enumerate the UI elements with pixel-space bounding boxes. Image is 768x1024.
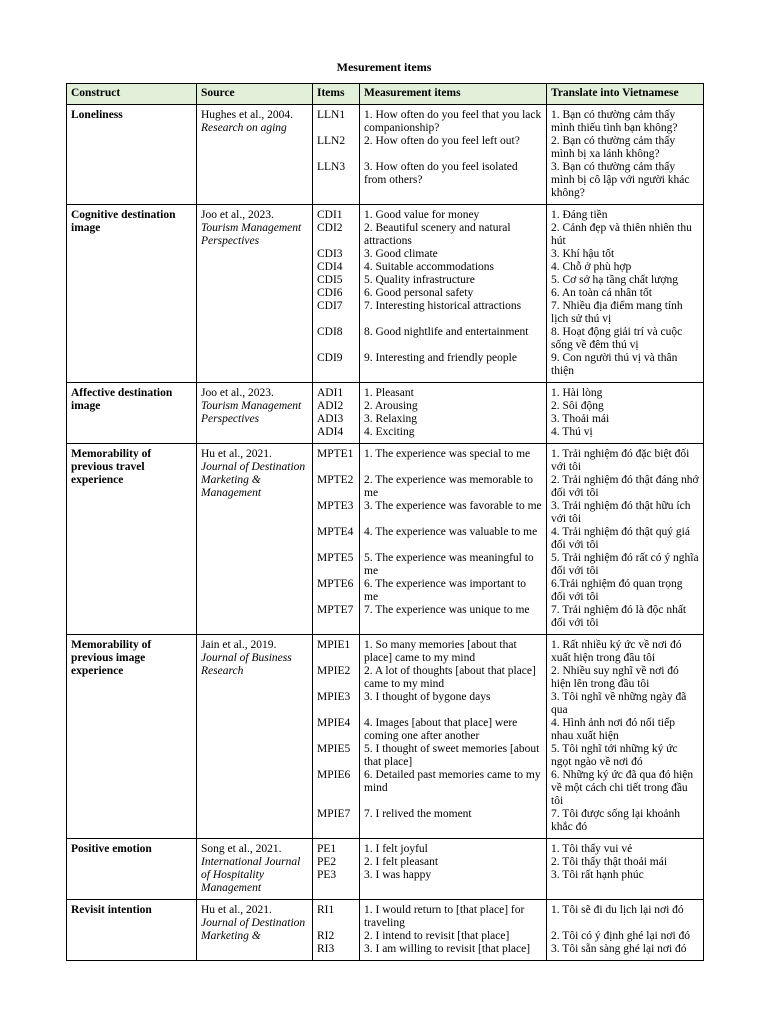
translation-cell — [547, 105, 704, 205]
item-code: CDI8 — [317, 326, 343, 338]
header-source: Source — [197, 84, 313, 105]
item-code: MPIE2 — [317, 665, 351, 677]
measurement-items-cell — [360, 105, 547, 205]
item-code: MPTE7 — [317, 604, 354, 616]
source-cell — [197, 205, 313, 383]
measurement-item: 6. The experience was important to me — [364, 578, 529, 603]
measurement-item: 5. Quality infrastructure — [364, 274, 475, 286]
translation-item: 4. Chỗ ở phù hợp — [551, 261, 632, 273]
translation-item: 7. Trải nghiệm đó là độc nhất đối với tôi — [551, 604, 689, 629]
measurement-item: 8. Good nightlife and entertainment — [364, 326, 529, 338]
item-codes-cell — [313, 383, 360, 444]
translation-item: 6. An toàn cá nhân tốt — [551, 287, 652, 299]
translation-item: 2. Sôi động — [551, 400, 604, 412]
measurement-item: 7. The experience was unique to me — [364, 604, 530, 616]
translation-item: 6.Trải nghiệm đó quan trọng đối với tôi — [551, 578, 686, 603]
translation-item: 3. Tôi rất hạnh phúc — [551, 869, 644, 881]
measurement-item: 1. Pleasant — [364, 387, 414, 399]
measurement-item: 3. Relaxing — [364, 413, 418, 425]
measurement-item: 1. Good value for money — [364, 209, 480, 221]
table-row — [67, 205, 704, 383]
translation-item: 9. Con người thú vị và thân thiện — [551, 352, 681, 377]
table-row — [67, 444, 704, 635]
measurement-item: 5. The experience was meaningful to me — [364, 552, 537, 577]
measurement-item: 3. The experience was favorable to me — [364, 500, 542, 512]
item-code: CDI3 — [317, 248, 343, 260]
table-row — [67, 635, 704, 839]
measurement-item: 1. So many memories [about that place] came to my mind — [364, 639, 520, 664]
translation-item: 3. Trải nghiệm đó thật hữu ích với tôi — [551, 500, 694, 525]
measurement-item: 1. I would return to [that place] for traveling — [364, 904, 528, 929]
measurement-items-cell — [360, 635, 547, 839]
translation-item: 1. Tôi thấy vui vẻ — [551, 843, 633, 855]
translation-item: 3. Tôi nghĩ về những ngày đã qua — [551, 691, 690, 716]
table-header-row — [67, 84, 704, 105]
source-cell — [197, 839, 313, 900]
item-code: CDI9 — [317, 352, 343, 364]
source-authors: Hughes et al., 2004. — [201, 109, 293, 121]
item-codes-cell — [313, 205, 360, 383]
translation-item: 7. Tôi được sống lại khoảnh khắc đó — [551, 808, 683, 833]
item-codes-cell — [313, 635, 360, 839]
translation-cell — [547, 444, 704, 635]
measurement-items-cell — [360, 839, 547, 900]
translation-item: 3. Tôi sẵn sàng ghé lại nơi đó — [551, 943, 687, 955]
item-codes-cell — [313, 105, 360, 205]
item-code: CDI2 — [317, 222, 343, 234]
source-cell — [197, 105, 313, 205]
item-code: MPTE5 — [317, 552, 354, 564]
item-code: MPTE1 — [317, 448, 354, 460]
translation-item: 6. Những ký ức đã qua đó hiện về một cách chi tiết trong đầu tôi — [551, 769, 697, 807]
item-code: PE1 — [317, 843, 337, 855]
measurement-item: 2. I felt pleasant — [364, 856, 439, 868]
translation-item: 8. Hoạt động giải trí và cuộc sống về đêm thú vị — [551, 326, 686, 351]
measurement-item: 7. I relived the moment — [364, 808, 472, 820]
translation-item: 1. Hài lòng — [551, 387, 603, 399]
measurement-item: 2. How often do you feel left out? — [364, 135, 520, 147]
measurement-item: 3. I was happy — [364, 869, 432, 881]
translation-item: 2. Trải nghiệm đó thật đáng nhớ đối với tôi — [551, 474, 702, 499]
translation-item: 1. Bạn có thường cảm thấy mình thiếu tình bạn không? — [551, 109, 678, 134]
item-code: MPIE4 — [317, 717, 351, 729]
item-code: CDI5 — [317, 274, 343, 286]
translation-cell — [547, 839, 704, 900]
item-code: LLN1 — [317, 109, 346, 121]
source-authors: Jain et al., 2019. — [201, 639, 277, 651]
item-code: RI2 — [317, 930, 335, 942]
translation-item: 2. Bạn có thường cảm thấy mình bị xa lánh không? — [551, 135, 678, 160]
item-code: MPIE6 — [317, 769, 351, 781]
source-authors: Song et al., 2021. — [201, 843, 282, 855]
measurement-item: 2. Beautiful scenery and natural attractions — [364, 222, 514, 247]
measurement-item: 4. The experience was valuable to me — [364, 526, 538, 538]
construct-cell: Cognitive destination image — [67, 205, 197, 383]
construct-cell: Positive emotion — [67, 839, 197, 900]
item-code: CDI4 — [317, 261, 343, 273]
measurement-item: 2. The experience was memorable to me — [364, 474, 536, 499]
translation-cell — [547, 900, 704, 961]
item-code: PE2 — [317, 856, 337, 868]
construct-cell: Memorability of previous image experience — [67, 635, 197, 839]
translation-item: 4. Trải nghiệm đó thật quý giá đối với tôi — [551, 526, 693, 551]
translation-item: 4. Thú vị — [551, 426, 593, 438]
item-code: LLN2 — [317, 135, 346, 147]
measurement-items-cell — [360, 900, 547, 961]
measurement-item: 5. I thought of sweet memories [about that place] — [364, 743, 543, 768]
header-vietnamese: Translate into Vietnamese — [547, 84, 704, 105]
header-construct: Construct — [67, 84, 197, 105]
measurement-item: 4. Exciting — [364, 426, 415, 438]
item-code: MPIE3 — [317, 691, 351, 703]
measurement-item: 6. Good personal safety — [364, 287, 474, 299]
measurement-item: 3. I am willing to revisit [that place] — [364, 943, 531, 955]
translation-cell — [547, 205, 704, 383]
item-code: MPIE7 — [317, 808, 351, 820]
item-code: MPTE6 — [317, 578, 354, 590]
measurement-item: 4. Images [about that place] were coming one after another — [364, 717, 521, 742]
table-row — [67, 105, 704, 205]
source-authors: Joo et al., 2023. — [201, 209, 274, 221]
item-code: ADI3 — [317, 413, 344, 425]
measurement-item: 2. A lot of thoughts [about that place] came to my mind — [364, 665, 539, 690]
translation-item: 2. Cảnh đẹp và thiên nhiên thu hút — [551, 222, 695, 247]
table-row — [67, 839, 704, 900]
translation-item: 5. Trải nghiệm đó rất có ý nghĩa đối với tôi — [551, 552, 702, 577]
measurement-item: 3. How often do you feel isolated from others? — [364, 161, 521, 186]
item-code: PE3 — [317, 869, 337, 881]
measurement-table — [66, 83, 704, 961]
source-authors: Joo et al., 2023. — [201, 387, 274, 399]
translation-item: 2. Tôi thấy thật thoải mái — [551, 856, 668, 868]
translation-item: 1. Đáng tiền — [551, 209, 608, 221]
measurement-item: 1. How often do you feel that you lack companionship? — [364, 109, 545, 134]
measurement-item: 3. Good climate — [364, 248, 438, 260]
item-code: CDI6 — [317, 287, 343, 299]
source-journal: Tourism Management Perspectives — [201, 222, 302, 247]
item-code: LLN3 — [317, 161, 346, 173]
measurement-item: 2. I intend to revisit [that place] — [364, 930, 510, 942]
item-code: ADI4 — [317, 426, 344, 438]
source-cell — [197, 444, 313, 635]
translation-cell — [547, 635, 704, 839]
table-row — [67, 383, 704, 444]
source-cell — [197, 383, 313, 444]
item-codes-cell — [313, 444, 360, 635]
header-measurement-items: Measurement items — [360, 84, 547, 105]
item-code: ADI2 — [317, 400, 344, 412]
item-code: ADI1 — [317, 387, 344, 399]
construct-cell: Revisit intention — [67, 900, 197, 961]
source-journal: Journal of Business Research — [201, 652, 292, 677]
construct-cell: Memorability of previous travel experience — [67, 444, 197, 635]
translation-item: 5. Tôi nghĩ tới những ký ức ngọt ngào về nơi đó — [551, 743, 681, 768]
table-row — [67, 900, 704, 961]
source-authors: Hu et al., 2021. — [201, 904, 272, 916]
translation-item: 7. Nhiều địa điểm mang tính lịch sử thú vị — [551, 300, 686, 325]
source-journal: Tourism Management Perspectives — [201, 400, 302, 425]
measurement-item: 4. Suitable accommodations — [364, 261, 494, 273]
measurement-item: 1. The experience was special to me — [364, 448, 531, 460]
item-code: MPTE3 — [317, 500, 354, 512]
construct-cell: Loneliness — [67, 105, 197, 205]
translation-item: 3. Bạn có thường cảm thấy mình bị cô lập với người khác không? — [551, 161, 693, 199]
measurement-item: 6. Detailed past memories came to my mind — [364, 769, 544, 794]
source-cell — [197, 900, 313, 961]
translation-item: 1. Rất nhiều ký ức về nơi đó xuất hiện trong đầu tôi — [551, 639, 685, 664]
translation-item: 3. Khí hậu tốt — [551, 248, 615, 260]
measurement-item: 7. Interesting historical attractions — [364, 300, 522, 312]
translation-item: 5. Cơ sở hạ tầng chất lượng — [551, 274, 678, 286]
item-code: CDI7 — [317, 300, 343, 312]
translation-item: 2. Nhiều suy nghĩ về nơi đó hiện lên trong đầu tôi — [551, 665, 682, 690]
translation-item: 1. Tôi sẽ đi du lịch lại nơi đó — [551, 904, 684, 916]
item-code: RI3 — [317, 943, 335, 955]
measurement-items-cell — [360, 205, 547, 383]
translation-item: 4. Hình ảnh nơi đó nối tiếp nhau xuất hiện — [551, 717, 678, 742]
measurement-item: 3. I thought of bygone days — [364, 691, 491, 703]
source-journal: Journal of Destination Marketing & Management — [201, 461, 306, 499]
translation-item: 1. Trải nghiệm đó đặc biệt đối với tôi — [551, 448, 693, 473]
item-code: MPTE4 — [317, 526, 354, 538]
header-items: Items — [313, 84, 360, 105]
measurement-items-cell — [360, 383, 547, 444]
source-journal: Journal of Destination Marketing & — [201, 917, 306, 942]
construct-cell: Affective destination image — [67, 383, 197, 444]
item-codes-cell — [313, 839, 360, 900]
source-journal: International Journal of Hospitality Management — [201, 856, 301, 894]
measurement-items-cell — [360, 444, 547, 635]
source-authors: Hu et al., 2021. — [201, 448, 272, 460]
translation-item: 3. Thoải mái — [551, 413, 610, 425]
measurement-item: 9. Interesting and friendly people — [364, 352, 517, 364]
item-code: MPIE5 — [317, 743, 351, 755]
source-journal: Research on aging — [201, 122, 287, 134]
item-code: MPTE2 — [317, 474, 354, 486]
source-cell — [197, 635, 313, 839]
translation-item: 2. Tôi có ý định ghé lại nơi đó — [551, 930, 691, 942]
item-code: CDI1 — [317, 209, 343, 221]
measurement-item: 1. I felt joyful — [364, 843, 428, 855]
item-code: MPIE1 — [317, 639, 351, 651]
item-code: RI1 — [317, 904, 335, 916]
translation-cell — [547, 383, 704, 444]
measurement-item: 2. Arousing — [364, 400, 418, 412]
table-title: Mesurement items — [336, 60, 432, 74]
item-codes-cell — [313, 900, 360, 961]
